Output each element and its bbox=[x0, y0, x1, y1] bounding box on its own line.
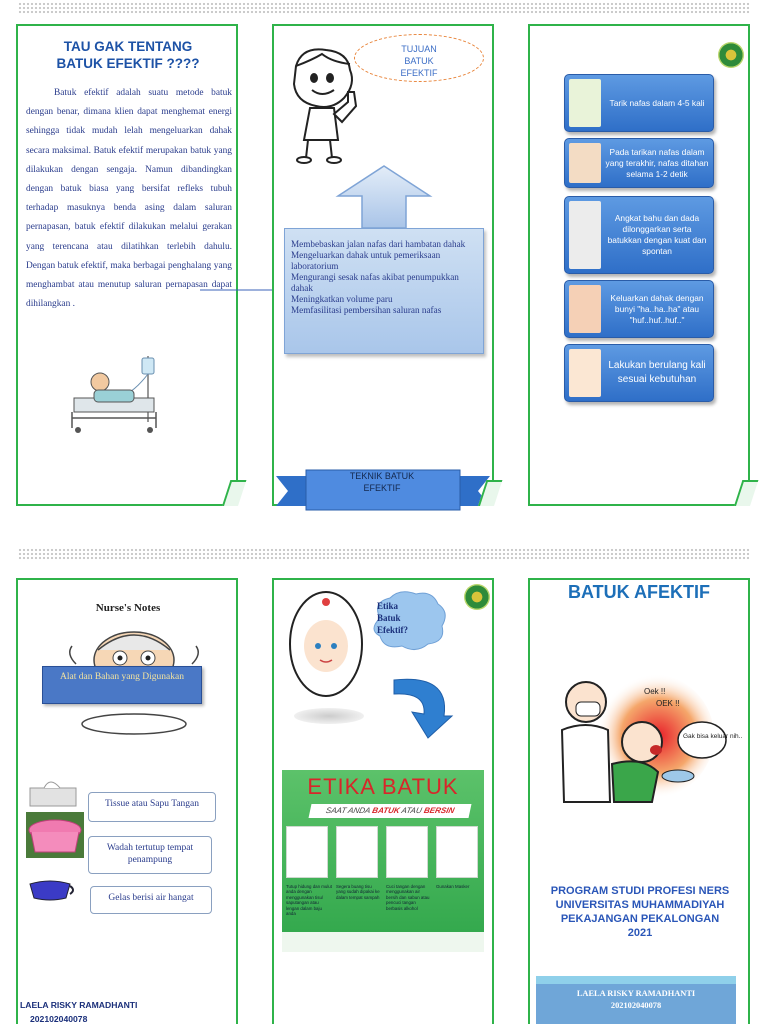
university-logo-icon bbox=[718, 42, 744, 68]
poster-subtitle: SAAT ANDA BATUK ATAU BERSIN bbox=[309, 804, 472, 818]
mask-icon bbox=[436, 826, 478, 878]
definition-title: TAU GAK TENTANG BATUK EFEKTIF ???? bbox=[56, 39, 200, 71]
goal-item: Mengeluarkan dahak untuk pemeriksaan laboratorium bbox=[291, 250, 441, 271]
question-cloud-text: Etika Batuk Efektif? bbox=[377, 601, 408, 635]
step-card: Tarik nafas dalam 4-5 kali bbox=[564, 74, 714, 132]
speech-text: Gak bisa keluar nih.. bbox=[683, 733, 743, 740]
cover-author-nim: 202102040078 bbox=[610, 1001, 662, 1010]
curved-arrow-icon bbox=[384, 664, 458, 740]
program-text: PROGRAM STUDI PROFESI NERS UNIVERSITAS MUHAMMADIYAH PEKAJANGAN PEKALONGAN 2021 bbox=[550, 885, 730, 939]
poster-title: ETIKA BATUK bbox=[307, 774, 459, 799]
author-name-band bbox=[536, 976, 736, 1024]
panel-cover bbox=[528, 578, 750, 1024]
throw-tissue-icon bbox=[336, 826, 378, 878]
coughing-person-icon bbox=[569, 201, 601, 269]
wash-hands-icon bbox=[386, 826, 428, 878]
ribbon-label: TEKNIK BATUK EFEKTIF bbox=[349, 471, 415, 493]
hijab-woman-illustration bbox=[286, 588, 366, 700]
material-item: Wadah tertutup tempat penampung bbox=[88, 836, 212, 874]
poster-caption: Tutup hidung dan mulut anda dengan menggunakan tisu/ saputangan atau lengan dalam baju anda bbox=[286, 884, 332, 917]
poster-caption: Gunakan Masker bbox=[436, 884, 470, 889]
material-item: Gelas berisi air hangat bbox=[90, 886, 212, 914]
panel-definition bbox=[16, 24, 238, 506]
holding-breath-icon bbox=[569, 143, 601, 183]
cover-mouth-icon bbox=[286, 826, 328, 878]
nurse-notes-title: Nurse's Notes bbox=[95, 602, 161, 614]
goal-item: Membebaskan jalan nafas dari hambatan dahak bbox=[291, 239, 466, 249]
material-item: Tissue atau Sapu Tangan bbox=[88, 792, 216, 822]
step-card: Pada tarikan nafas dalam yang terakhir, nafas ditahan selama 1-2 detik bbox=[564, 138, 714, 188]
panel-etiquette bbox=[272, 578, 494, 1024]
panel-nurse-notes bbox=[16, 578, 238, 1024]
materials-heading-box: Alat dan Bahan yang Digunakan bbox=[42, 666, 202, 704]
up-arrow-icon bbox=[334, 164, 434, 230]
goal-item: Mengurangi sesak nafas akibat penumpukkan dahak bbox=[291, 272, 459, 293]
panel-steps bbox=[528, 24, 750, 506]
smiling-boy-icon bbox=[569, 349, 601, 397]
author-id: 202102040078 bbox=[30, 1014, 88, 1024]
coughing-patient-illustration bbox=[552, 672, 743, 822]
breathing-person-icon bbox=[569, 79, 601, 127]
boy-thumbs-up-illustration bbox=[282, 40, 364, 164]
step-card: Angkat bahu dan dada dilonggarkan serta batukkan dengan kuat dan spontan bbox=[564, 196, 714, 274]
university-logo-icon bbox=[464, 584, 490, 610]
step-card: Lakukan berulang kali sesuai kebutuhan bbox=[564, 344, 714, 402]
step-card: Keluarkan dahak dengan bunyi "ha..ha..ha" atau "huf..huf..huf.." bbox=[564, 280, 714, 338]
poster-footer bbox=[282, 932, 484, 952]
goal-item: Meningkatkan volume paru bbox=[291, 294, 393, 304]
dotted-separator-middle bbox=[18, 548, 750, 560]
cover-title: BATUK AFEKTIF bbox=[568, 582, 710, 602]
goals-title-cloud: TUJUAN BATUK EFEKTIF bbox=[354, 34, 484, 82]
panel-goals bbox=[272, 24, 494, 506]
dotted-separator-top bbox=[18, 2, 750, 14]
shadow-ellipse bbox=[294, 708, 364, 724]
page-fold-corner bbox=[222, 480, 246, 506]
cough-sound-1: Oek !! bbox=[644, 687, 666, 696]
page-fold-corner bbox=[734, 480, 758, 506]
hospital-bed-illustration bbox=[64, 352, 174, 434]
author-name: LAELA RISKY RAMADHANTI bbox=[20, 1000, 138, 1010]
poster-caption: Cuci tangan dengan menggunakan air bersih dan sabun atau pencuci tangan berbasis alkohol bbox=[386, 884, 430, 911]
goal-item: Memfasilitasi pembersihan saluran nafas bbox=[291, 305, 442, 315]
container-icon bbox=[26, 812, 84, 858]
tissue-box-icon bbox=[26, 776, 82, 810]
goals-list-box bbox=[284, 228, 484, 354]
definition-paragraph: Batuk efektif adalah suatu metode batuk dengan benar, dimana klien dapat menghemat energi sehingga tidak mudah lelah mengeluarkan dahak secara maksimal. Batuk efektif merupakan batuk yang dilakukan dengan sengaja. Namun dibandingkan dengan batuk biasa yang bersifat refleks tubuh terhadap masuknya benda asing dalam saluran pernapasan, batuk efektif dilakukan melalui gerakan yang terencana atau dilatihkan terlebih dahulu. Dengan batuk efektif, maka berbagai penghalang yang menghambat atau menutup saluran pernapasan dapat dihilangkan . bbox=[26, 88, 232, 310]
coughing-child-icon bbox=[569, 285, 601, 333]
cough-etiquette-poster bbox=[282, 770, 484, 952]
glass-icon bbox=[26, 878, 74, 902]
cough-sound-2: OEK !! bbox=[656, 699, 680, 708]
cover-author-name: LAELA RISKY RAMADHANTI bbox=[576, 989, 696, 998]
poster-caption: Segera buang tisu yang sudah dipakai ke dalam tempat sampah bbox=[336, 884, 380, 900]
